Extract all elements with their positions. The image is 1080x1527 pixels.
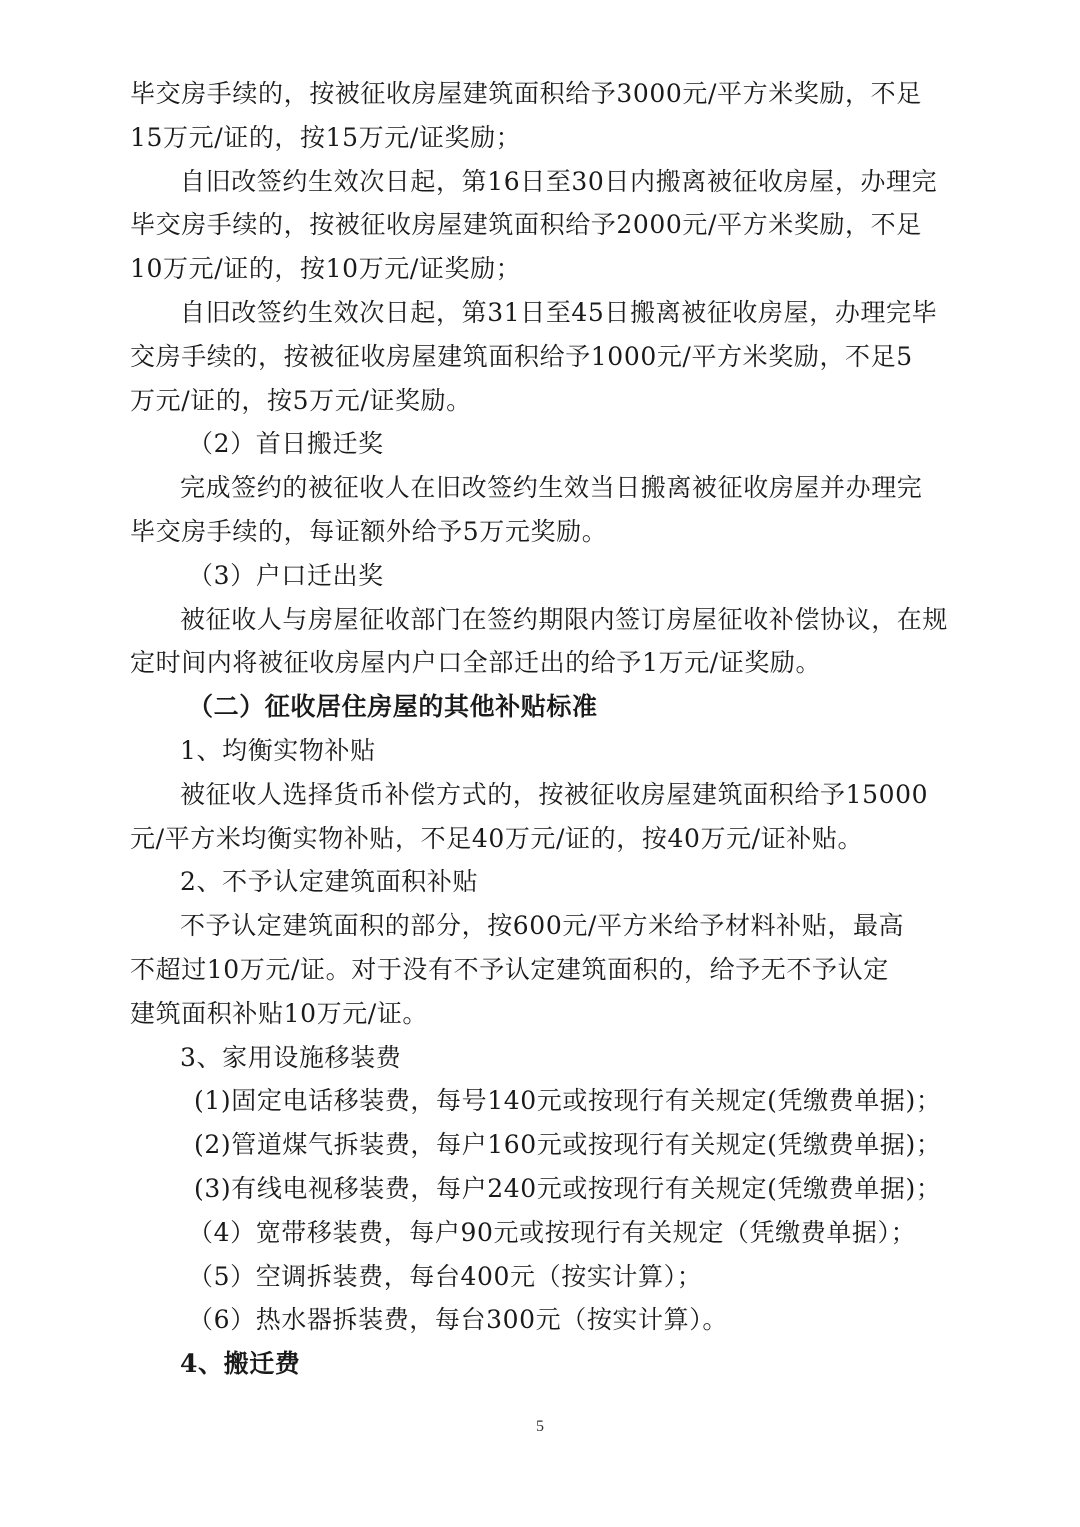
section-heading: （2）首日搬迁奖 (188, 429, 384, 459)
list-item: （5）空调拆装费，每台400元（按实计算）； (188, 1261, 703, 1291)
section-heading: 2、不予认定建筑面积补贴 (180, 867, 479, 897)
paragraph-line: 毕交房手续的，按被征收房屋建筑面积给予3000元/平方米奖励，不足 (130, 79, 922, 108)
page-number: 5 (536, 1418, 544, 1435)
paragraph-line: 毕交房手续的，每证额外给予5万元奖励。 (130, 516, 608, 546)
paragraph-line: 不超过10万元/证。对于没有不予认定建筑面积的，给予无不予认定 (130, 954, 889, 984)
section-heading: 4、搬迁费 (180, 1349, 301, 1379)
paragraph-line: 10万元/证的，按10万元/证奖励； (130, 254, 522, 284)
paragraph-line: 被征收人选择货币补偿方式的，按被征收房屋建筑面积给予15000 (180, 779, 929, 809)
paragraph-line: 建筑面积补贴10万元/证。 (130, 998, 429, 1028)
paragraph-line: 自旧改签约生效次日起，第16日至30日内搬离被征收房屋，办理完 (180, 166, 938, 196)
list-item: (2)管道煤气拆装费，每户160元或按现行有关规定(凭缴费单据)； (194, 1130, 942, 1160)
paragraph-line: 元/平方米均衡实物补贴，不足40万元/证的，按40万元/证补贴。 (130, 823, 864, 853)
paragraph-line: 交房手续的，按被征收房屋建筑面积给予1000元/平方米奖励，不足5 (130, 341, 913, 371)
paragraph-line: 万元/证的，按5万元/证奖励。 (130, 385, 472, 415)
section-heading: （3）户口迁出奖 (188, 560, 384, 590)
section-heading: 1、均衡实物补贴 (180, 735, 376, 765)
paragraph-line: 定时间内将被征收房屋内户口全部迁出的给予1万元/证奖励。 (130, 648, 822, 678)
paragraph-line: 被征收人与房屋征收部门在签约期限内签订房屋征收补偿协议，在规 (180, 604, 949, 634)
paragraph-line: 毕交房手续的，按被征收房屋建筑面积给予2000元/平方米奖励，不足 (130, 210, 922, 240)
list-item: (1)固定电话移装费，每号140元或按现行有关规定(凭缴费单据)； (194, 1086, 942, 1116)
document-body (130, 72, 960, 1386)
paragraph-line: 完成签约的被征收人在旧改签约生效当日搬离被征收房屋并办理完 (180, 473, 923, 503)
list-item: (3)有线电视移装费，每户240元或按现行有关规定(凭缴费单据)； (194, 1173, 942, 1203)
section-heading: （二）征收居住房屋的其他补贴标准 (188, 692, 598, 722)
list-item: （6）热水器拆装费，每台300元（按实计算）。 (188, 1305, 728, 1335)
paragraph-line: 自旧改签约生效次日起，第31日至45日搬离被征收房屋，办理完毕 (180, 297, 938, 327)
section-heading: 3、家用设施移装费 (180, 1042, 402, 1072)
list-item: （4）宽带移装费，每户90元或按现行有关规定（凭缴费单据）； (188, 1217, 917, 1247)
paragraph-line: 15万元/证的，按15万元/证奖励； (130, 122, 522, 152)
paragraph-line: 不予认定建筑面积的部分，按600元/平方米给予材料补贴，最高 (180, 911, 905, 941)
